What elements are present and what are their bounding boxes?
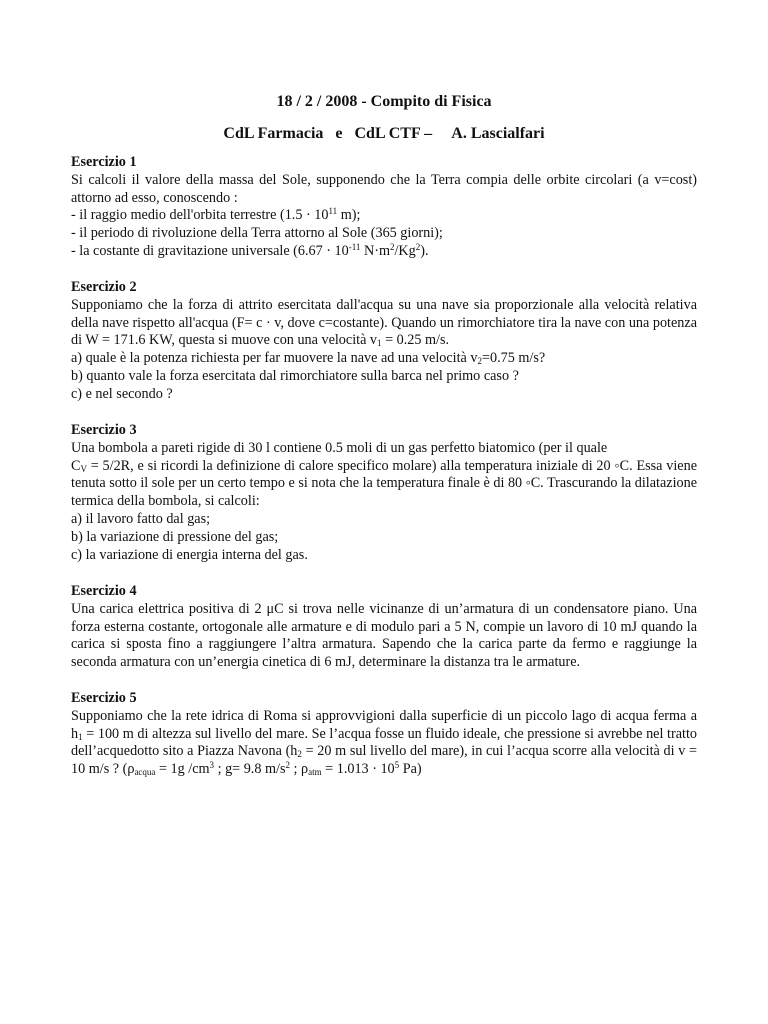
text-run: - la costante di gravitazione universale (6.67 · 10 xyxy=(71,242,349,259)
exercise-3-question-c: c) la variazione di energia interna del gas. xyxy=(71,546,308,563)
subscript: 1 xyxy=(377,338,382,349)
exercise-2-text xyxy=(71,297,697,350)
text-run: = 0.25 m/s. xyxy=(381,332,450,349)
text-run: C xyxy=(71,457,81,474)
exercise-2-question-c: c) e nel secondo ? xyxy=(71,385,173,402)
text-run: ). xyxy=(420,242,429,259)
exercise-2-question-a xyxy=(71,350,697,368)
exercise-1-item-period: - il periodo di rivoluzione della Terra attorno al Sole (365 giorni); xyxy=(71,225,443,242)
exercise-2-heading: Esercizio 2 xyxy=(71,279,137,295)
exercise-5-heading: Esercizio 5 xyxy=(71,690,137,706)
subscript: acqua xyxy=(134,767,156,778)
superscript: 2 xyxy=(285,760,290,771)
exercise-3-question-b: b) la variazione di pressione del gas; xyxy=(71,528,279,545)
text-run: ; ρ xyxy=(290,761,309,778)
course-line: CdL Farmacia e CdL CTF – A. Lascialfari xyxy=(223,125,545,142)
exercise-1-item-radius xyxy=(71,207,697,225)
subscript: V xyxy=(80,463,87,474)
exercise-5-text xyxy=(71,708,697,779)
text-run: a) quale è la potenza richiesta per far muovere la nave ad una velocità v xyxy=(71,350,478,367)
text-run: = 100 m di altezza sul livello del mare. Se l’acqua fosse un fluido ideale, che pressione si avrebbe nel tratto dell’acquedotto sito a Piazza Navona (h xyxy=(71,725,697,760)
exercise-3 xyxy=(71,422,697,564)
text-run: = 1.013 · 10 xyxy=(321,761,395,778)
superscript: -11 xyxy=(348,241,361,252)
superscript: 3 xyxy=(209,760,215,771)
exercise-2-question-b: b) quanto vale la forza esercitata dal rimorchiatore sulla barca nel primo caso ? xyxy=(71,367,519,384)
exercise-4 xyxy=(71,583,697,672)
text-run: Supponiamo che la forza di attrito esercitata dall'acqua su una nave sia proporzionale alla velocità relativa della nave rispetto all'acqua (F= c · v, dove c=costante). Quando un rimorchiatore tira la nave con una potenza di W = 171.6 KW, questa si muove con una velocità v xyxy=(71,296,697,349)
superscript: 5 xyxy=(394,760,400,771)
exercise-1 xyxy=(71,154,697,261)
exercise-3-heading: Esercizio 3 xyxy=(71,422,137,438)
superscript: 2 xyxy=(415,241,421,252)
superscript: 2 xyxy=(389,241,395,252)
exam-title: 18 / 2 / 2008 - Compito di Fisica xyxy=(276,93,492,110)
text-run: ; g= 9.8 m/s xyxy=(214,761,286,778)
text-run: N·m xyxy=(360,242,390,259)
exercise-4-heading: Esercizio 4 xyxy=(71,583,137,599)
exercise-1-intro: Si calcoli il valore della massa del Sole, supponendo che la Terra compia delle orbite circolari (a v=cost) attorno ad esso, conoscendo : xyxy=(71,171,697,206)
subscript: 2 xyxy=(297,749,302,760)
text-run: - il raggio medio dell'orbita terrestre (1.5 · 10 xyxy=(71,207,329,224)
exercise-2 xyxy=(71,279,697,404)
subscript: atm xyxy=(308,767,322,778)
text-run: m); xyxy=(337,207,361,224)
subscript: 2 xyxy=(477,356,482,367)
exercise-4-text: Una carica elettrica positiva di 2 μC si trova nelle vicinanze di un’armatura di un condensatore piano. Una forza esterna costante, ortogonale alle armature e di modulo pari a 5 N, compie un lavoro di 10 mJ quando la carica si sposta fino a raggiungere l’altra armatura. Sapendo che la carica parte da fermo e raggiunge la seconda armatura con un’energia cinetica di 6 mJ, determinare la distanza tra le armature. xyxy=(71,600,697,671)
exercise-1-item-gravity xyxy=(71,243,697,261)
exercise-3-question-a: a) il lavoro fatto dal gas; xyxy=(71,510,211,527)
superscript: 11 xyxy=(328,206,338,217)
exercise-3-line-1: Una bombola a pareti rigide di 30 l contiene 0.5 moli di un gas perfetto biatomico (per il quale xyxy=(71,439,608,456)
text-run: =0.75 m/s? xyxy=(482,350,546,367)
text-run: = 20 m sul livello del mare), in cui l’acqua scorre alla velocità di v = 10 m/s ? (ρ xyxy=(71,743,697,778)
text-run: = 1g /cm xyxy=(155,761,210,778)
subscript: 1 xyxy=(78,731,83,742)
text-run: /Kg xyxy=(394,242,416,259)
text-run: Supponiamo che la rete idrica di Roma si approvvigioni dalla superficie di un piccolo lago di acqua ferma a h xyxy=(71,707,697,742)
exercise-1-heading: Esercizio 1 xyxy=(71,154,137,170)
exercise-3-text xyxy=(71,458,697,511)
text-run: Pa) xyxy=(399,761,422,778)
exercise-5 xyxy=(71,690,697,779)
text-run: = 5/2R, e si ricordi la definizione di calore specifico molare) alla temperatura iniziale di 20 ◦C. Essa viene tenuta sotto il sole per un certo tempo e si nota che la temperatura finale è di 80 ◦C. Trascurando la dilatazione termica della bombola, si calcoli: xyxy=(71,457,697,510)
